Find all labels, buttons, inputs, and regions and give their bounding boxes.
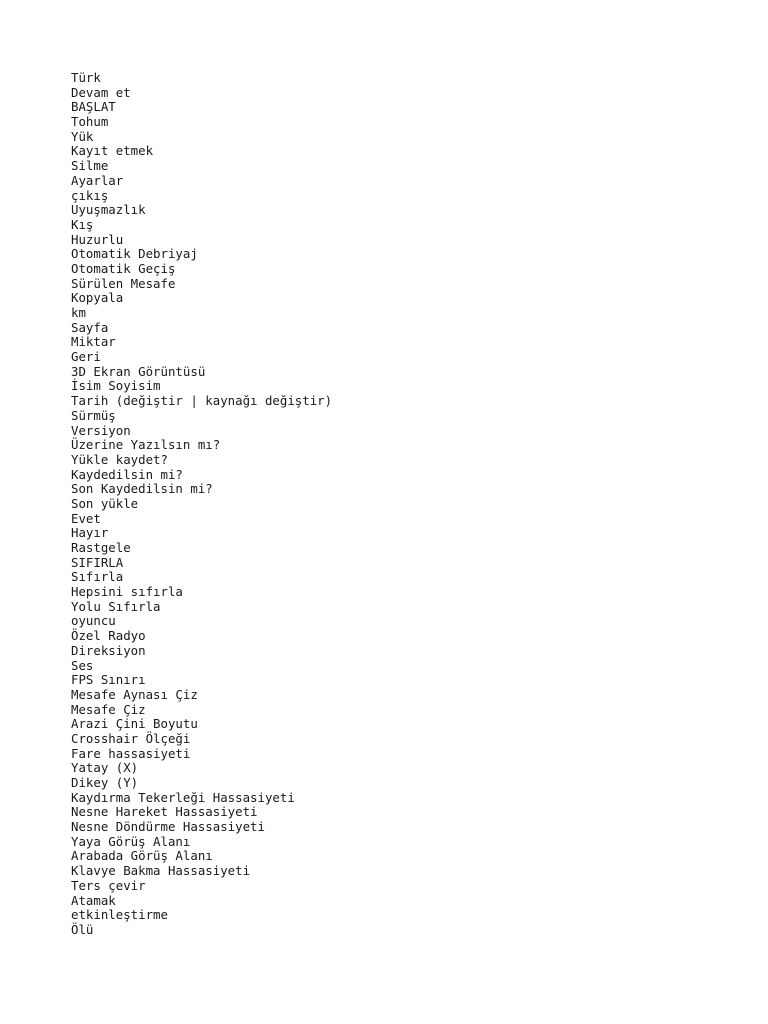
text-line: Üzerine Yazılsın mı? bbox=[71, 437, 221, 453]
text-line: Direksiyon bbox=[71, 642, 146, 658]
text-line: Yatay (X) bbox=[71, 760, 139, 776]
text-line: çıkış bbox=[71, 187, 109, 203]
text-line: SIFIRLA bbox=[71, 554, 124, 570]
text-line: İsim Soyisim bbox=[71, 378, 161, 394]
text-line: Fare hassasiyeti bbox=[71, 745, 191, 761]
text-line: Huzurlu bbox=[71, 231, 124, 247]
text-line: Sürmüş bbox=[71, 407, 116, 423]
text-line: Dikey (Y) bbox=[71, 775, 139, 790]
text-line: Sıfırla bbox=[71, 569, 124, 585]
text-line: Nesne Hareket Hassasiyeti bbox=[71, 804, 258, 820]
text-line: Versiyon bbox=[71, 422, 131, 438]
text-lines bbox=[71, 71, 332, 938]
text-line: Yolu Sıfırla bbox=[71, 598, 161, 614]
text-line: Atamak bbox=[71, 892, 116, 908]
text-line: Ters çevir bbox=[71, 877, 146, 893]
text-line: Evet bbox=[71, 510, 101, 526]
text-line: Hepsini sıfırla bbox=[71, 584, 183, 600]
text-line: Yükle kaydet? bbox=[71, 451, 168, 467]
text-line: 3D Ekran Görüntüsü bbox=[71, 363, 206, 379]
text-line: Yaya Görüş Alanı bbox=[71, 833, 191, 849]
text-line: Tohum bbox=[71, 114, 109, 130]
text-line: Yük bbox=[71, 128, 94, 144]
text-line: Uyuşmazlık bbox=[71, 202, 146, 218]
text-line: etkinleştirme bbox=[71, 907, 168, 923]
text-line: Arazi Çini Boyutu bbox=[71, 716, 198, 732]
text-line: Sürülen Mesafe bbox=[71, 275, 176, 291]
text-line: oyuncu bbox=[71, 613, 116, 629]
text-line: BAŞLAT bbox=[71, 99, 116, 115]
text-line: Ayarlar bbox=[71, 172, 124, 188]
text-line: Ölü bbox=[71, 921, 94, 937]
text-line: Sayfa bbox=[71, 319, 109, 335]
text-line: Mesafe Çiz bbox=[71, 701, 146, 717]
text-line: Geri bbox=[71, 349, 101, 365]
text-line: Kaydırma Tekerleği Hassasiyeti bbox=[71, 789, 295, 805]
text-line: Kaydedilsin mi? bbox=[71, 466, 183, 482]
text-line: Hayır bbox=[71, 525, 109, 541]
text-line: Otomatik Debriyaj bbox=[71, 246, 198, 262]
text-line: Nesne Döndürme Hassasiyeti bbox=[71, 819, 265, 835]
text-line: Otomatik Geçiş bbox=[71, 260, 176, 276]
text-line: Kayıt etmek bbox=[71, 143, 154, 159]
text-line: Devam et bbox=[71, 84, 131, 100]
text-line: FPS Sınırı bbox=[71, 672, 146, 688]
text-line: km bbox=[71, 305, 86, 320]
text-line: Crosshair Ölçeği bbox=[71, 730, 191, 746]
text-line: Miktar bbox=[71, 334, 116, 350]
text-line: Son yükle bbox=[71, 495, 139, 511]
text-line: Rastgele bbox=[71, 540, 131, 555]
text-line: Tarih (değiştir | kaynağı değiştir) bbox=[71, 393, 333, 409]
text-line: Klavye Bakma Hassasiyeti bbox=[71, 863, 251, 879]
text-line: Kış bbox=[71, 216, 94, 232]
text-line: Kopyala bbox=[71, 290, 124, 306]
text-line: Ses bbox=[71, 657, 94, 673]
text-line: Silme bbox=[71, 158, 109, 174]
text-line: Özel Radyo bbox=[71, 628, 146, 644]
text-line: Türk bbox=[71, 70, 101, 85]
text-line: Arabada Görüş Alanı bbox=[71, 848, 213, 864]
text-line: Mesafe Aynası Çiz bbox=[71, 686, 198, 702]
text-line: Son Kaydedilsin mi? bbox=[71, 481, 213, 497]
